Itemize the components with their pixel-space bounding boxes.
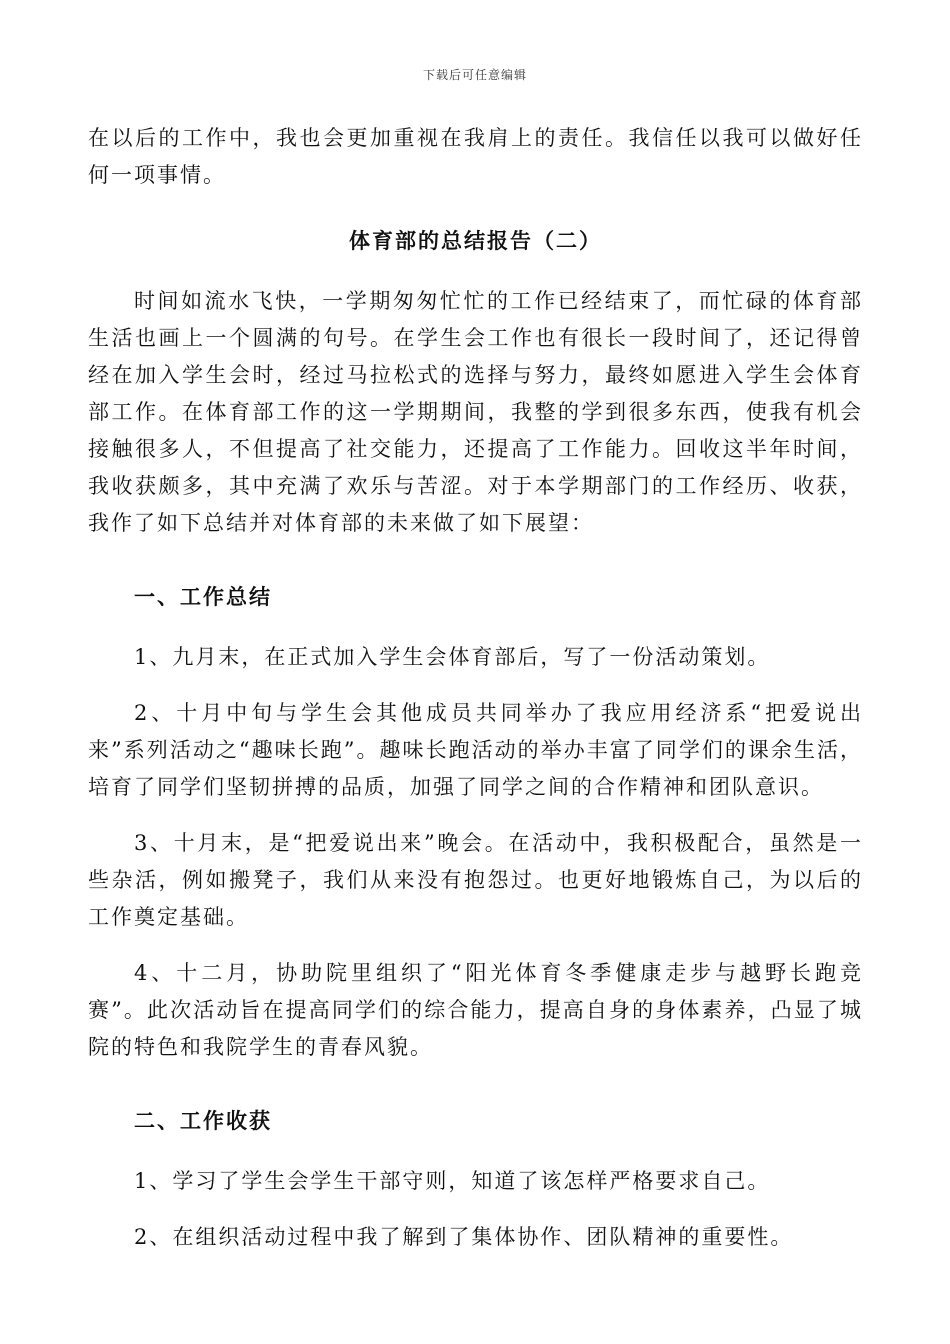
list-item: 4、十二月，协助院里组织了“阳光体育冬季健康走步与越野长跑竞赛”。此次活动旨在提高同学们的综合能力，提高自身的身体素养，凸显了城院的特色和我院学生的青春风貌。 bbox=[88, 961, 863, 1059]
section-heading-work-summary: 一、工作总结 bbox=[134, 584, 272, 609]
list-item: 2、十月中旬与学生会其他成员共同举办了我应用经济系“把爱说出来”系列活动之“趣味长跑”。趣味长跑活动的举办丰富了同学们的课余生活，培育了同学们坚韧拼搏的品质，加强了同学之间的合作精神和团队意识。 bbox=[88, 701, 863, 799]
list-item: 1、学习了学生会学生干部守则，知道了该怎样严格要求自己。 bbox=[134, 1169, 771, 1193]
document-title: 体育部的总结报告（二） bbox=[349, 228, 602, 253]
document-body bbox=[88, 120, 863, 1256]
page-header: 下载后可任意编辑 bbox=[422, 68, 527, 82]
section-heading-work-gains: 二、工作收获 bbox=[134, 1108, 272, 1133]
list-item: 1、九月末，在正式加入学生会体育部后，写了一份活动策划。 bbox=[134, 645, 771, 669]
intro-paragraph: 在以后的工作中，我也会更加重视在我肩上的责任。我信任以我可以做好任何一项事情。 bbox=[88, 126, 863, 187]
list-item: 3、十月末，是“把爱说出来”晚会。在活动中，我积极配合，虽然是一些杂活，例如搬凳子，我们从来没有抱怨过。也更好地锻炼自己，为以后的工作奠定基础。 bbox=[88, 831, 863, 929]
opening-paragraph: 时间如流水飞快，一学期匆匆忙忙的工作已经结束了，而忙碌的体育部生活也画上一个圆满的句号。在学生会工作也有很长一段时间了，还记得曾经在加入学生会时，经过马拉松式的选择与努力，最终如愿进入学生会体育部工作。在体育部工作的这一学期期间，我整的学到很多东西，使我有机会接触很多人，不但提高了社交能力，还提高了工作能力。回收这半年时间，我收获颇多，其中充满了欢乐与苦涩。对于本学期部门的工作经历、收获，我作了如下总结并对体育部的未来做了如下展望： bbox=[88, 289, 863, 535]
list-item: 2、在组织活动过程中我了解到了集体协作、团队精神的重要性。 bbox=[134, 1225, 794, 1249]
